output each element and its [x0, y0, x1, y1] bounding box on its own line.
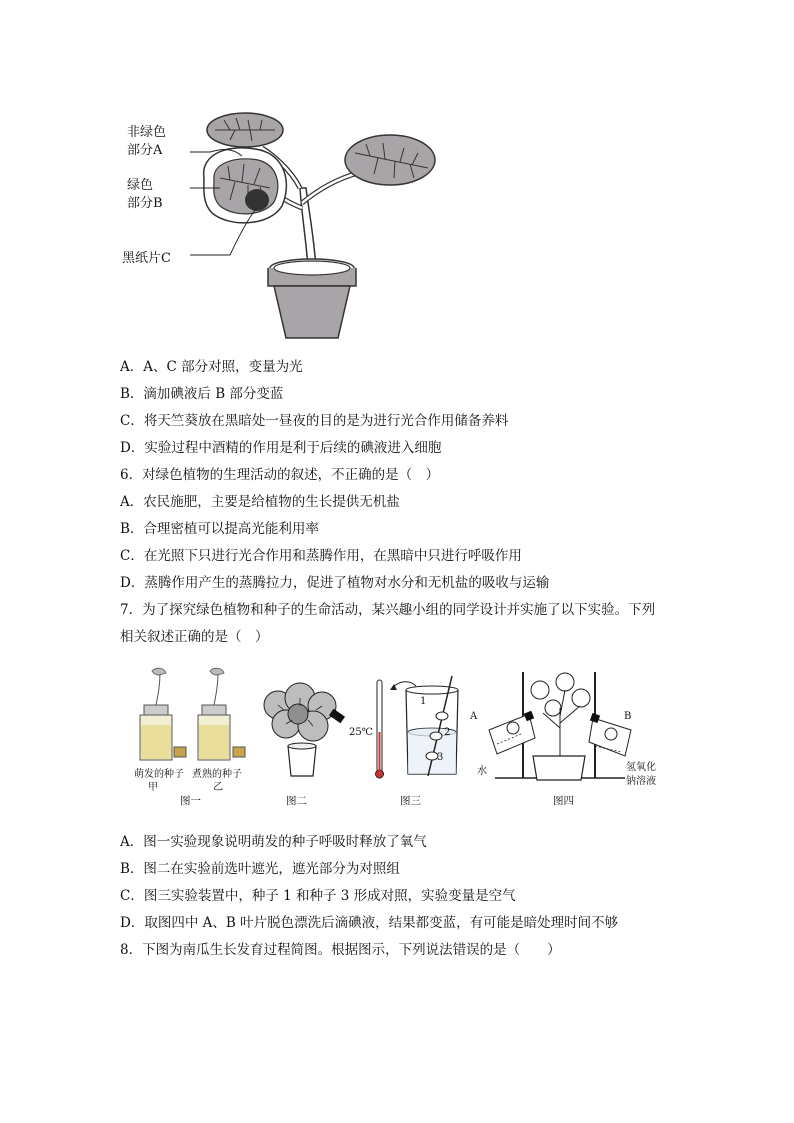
- figure-two-potted-plant: [258, 680, 348, 780]
- fig3-seed-3: 3: [437, 752, 444, 763]
- figure-one-seed-jars: [130, 665, 250, 765]
- q5-option-d: D．实验过程中酒精的作用是利于后续的碘液进入细胞: [120, 440, 442, 456]
- fig4-label-a: A: [470, 711, 478, 722]
- q5-option-c: C．将天竺葵放在黑暗处一昼夜的目的是为进行光合作用储备养料: [120, 413, 509, 429]
- fig4-label-water: 水: [477, 766, 487, 777]
- q6-option-d: D．蒸腾作用产生的蒸腾拉力，促进了植物对水分和无机盐的吸收与运输: [120, 575, 550, 591]
- q7-option-c: C．图三实验装置中，种子 1 和种子 3 形成对照，实验变量是空气: [120, 888, 516, 904]
- fig2-caption: 图二: [286, 795, 307, 807]
- fig4-label-naoh-2: 钠溶液: [626, 776, 656, 787]
- q5-option-b: B．滴加碘液后 B 部分变蓝: [120, 386, 284, 402]
- label-green-1: 绿色: [127, 178, 154, 193]
- q7-option-a: A．图一实验现象说明萌发的种子呼吸时释放了氧气: [120, 834, 427, 850]
- fig3-caption: 图三: [400, 795, 421, 807]
- fig1-jar1-label: 萌发的种子: [134, 769, 184, 780]
- fig1-jar1-sub: 甲: [148, 782, 158, 793]
- fig1-jar2-sub: 乙: [213, 782, 223, 793]
- label-non-green-1: 非绿色: [127, 125, 167, 140]
- q6-option-c: C．在光照下只进行光合作用和蒸腾作用，在黑暗中只进行呼吸作用: [120, 548, 522, 564]
- label-non-green-2: 部分A: [127, 143, 163, 158]
- q7-option-b: B．图二在实验前选叶遮光，遮光部分为对照组: [120, 861, 400, 877]
- label-black-paper: 黑纸片C: [122, 251, 171, 266]
- fig4-label-naoh-1: 氢氧化: [626, 762, 656, 773]
- fig4-label-b: B: [624, 711, 632, 722]
- fig3-seed-1: 1: [420, 696, 427, 707]
- q5-option-a: A．A、C 部分对照，变量为光: [120, 359, 303, 375]
- fig4-caption: 图四: [553, 795, 574, 807]
- q7-stem-line2: 相关叙述正确的是（ ）: [120, 629, 269, 645]
- label-green-2: 部分B: [127, 196, 163, 211]
- fig3-seed-2: 2: [444, 727, 451, 738]
- fig3-temperature: 25℃: [349, 727, 373, 738]
- q7-stem-line1: 7．为了探究绿色植物和种子的生命活动，某兴趣小组的同学设计并实施了以下实验。下列: [120, 602, 656, 618]
- q6-option-a: A．农民施肥，主要是给植物的生长提供无机盐: [120, 494, 400, 510]
- q6-option-b: B．合理密植可以提高光能利用率: [120, 521, 319, 537]
- q6-stem: 6．对绿色植物的生理活动的叙述，不正确的是（ ）: [120, 467, 440, 483]
- geranium-experiment-figure: [190, 108, 450, 343]
- fig1-jar2-label: 煮熟的种子: [192, 769, 242, 780]
- q7-option-d: D．取图四中 A、B 叶片脱色漂洗后滴碘液，结果都变蓝，有可能是暗处理时间不够: [120, 915, 619, 931]
- q8-stem: 8．下图为南瓜生长发育过程简图。根据图示，下列说法错误的是（ ）: [120, 942, 561, 958]
- fig1-caption: 图一: [180, 795, 201, 807]
